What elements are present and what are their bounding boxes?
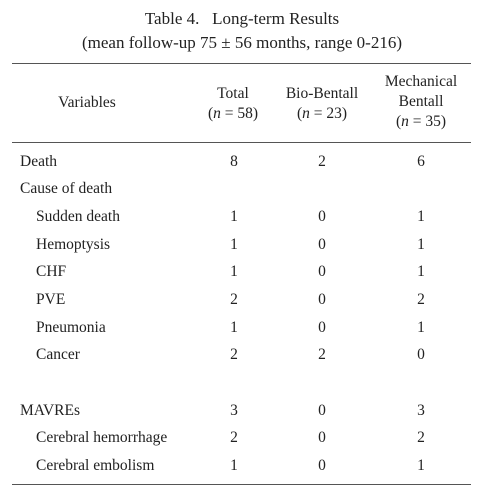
table-subtitle: (mean follow-up 75 ± 56 months, range 0-216) [82, 33, 402, 52]
cell-total: 1 [230, 208, 238, 225]
cell-total: 1 [230, 319, 238, 336]
header-bio-bentall [272, 84, 372, 124]
cell-mechanical-bentall: 2 [417, 291, 425, 308]
cell-bio-bentall: 0 [318, 402, 326, 419]
table-title: Table 4. Long-term Results [144, 9, 340, 28]
row-label: Cerebral hemorrhage [36, 429, 168, 446]
cell-mechanical-bentall: 6 [417, 153, 425, 170]
top-rule [12, 63, 471, 64]
header-mech-label-1: Mechanical [384, 73, 458, 90]
cell-bio-bentall: 0 [318, 208, 326, 225]
row-label: Death [20, 153, 58, 170]
row-label: Cause of death [20, 180, 113, 197]
cell-mechanical-bentall: 1 [417, 457, 425, 474]
row-label: Pneumonia [36, 319, 106, 336]
header-bio-n: (n = 23) [296, 105, 348, 122]
cell-total: 1 [230, 457, 238, 474]
bottom-rule [12, 484, 471, 485]
row-label: MAVREs [20, 402, 81, 419]
cell-mechanical-bentall: 1 [417, 319, 425, 336]
cell-total: 3 [230, 402, 238, 419]
header-rule [12, 142, 471, 143]
cell-mechanical-bentall: 0 [417, 346, 425, 363]
row-label: CHF [36, 263, 67, 280]
cell-total: 2 [230, 291, 238, 308]
cell-total: 1 [230, 263, 238, 280]
cell-bio-bentall: 0 [318, 457, 326, 474]
cell-bio-bentall: 0 [318, 236, 326, 253]
cell-bio-bentall: 0 [318, 291, 326, 308]
cell-mechanical-bentall: 1 [417, 263, 425, 280]
cell-total: 8 [230, 153, 238, 170]
cell-bio-bentall: 0 [318, 319, 326, 336]
row-label: Sudden death [36, 208, 120, 225]
header-bio-label: Bio-Bentall [285, 85, 359, 102]
header-total-label: Total [217, 85, 249, 102]
cell-mechanical-bentall: 3 [417, 402, 425, 419]
row-label: Cancer [36, 346, 80, 363]
row-label: Hemoptysis [36, 236, 111, 253]
cell-bio-bentall: 0 [318, 429, 326, 446]
cell-total: 1 [230, 236, 238, 253]
header-mech-label-2: Bentall [398, 93, 444, 110]
header-mech-n: (n = 35) [395, 113, 447, 130]
cell-bio-bentall: 0 [318, 263, 326, 280]
header-total-n: (n = 58) [207, 105, 259, 122]
header-mechanical-bentall [371, 72, 471, 132]
cell-bio-bentall: 2 [318, 346, 326, 363]
header-variables: Variables [58, 94, 116, 111]
cell-mechanical-bentall: 1 [417, 236, 425, 253]
cell-total: 2 [230, 429, 238, 446]
cell-total: 2 [230, 346, 238, 363]
cell-mechanical-bentall: 2 [417, 429, 425, 446]
header-total [188, 84, 278, 124]
cell-bio-bentall: 2 [318, 153, 326, 170]
cell-mechanical-bentall: 1 [417, 208, 425, 225]
row-label: PVE [36, 291, 66, 308]
row-label: Cerebral embolism [36, 457, 155, 474]
